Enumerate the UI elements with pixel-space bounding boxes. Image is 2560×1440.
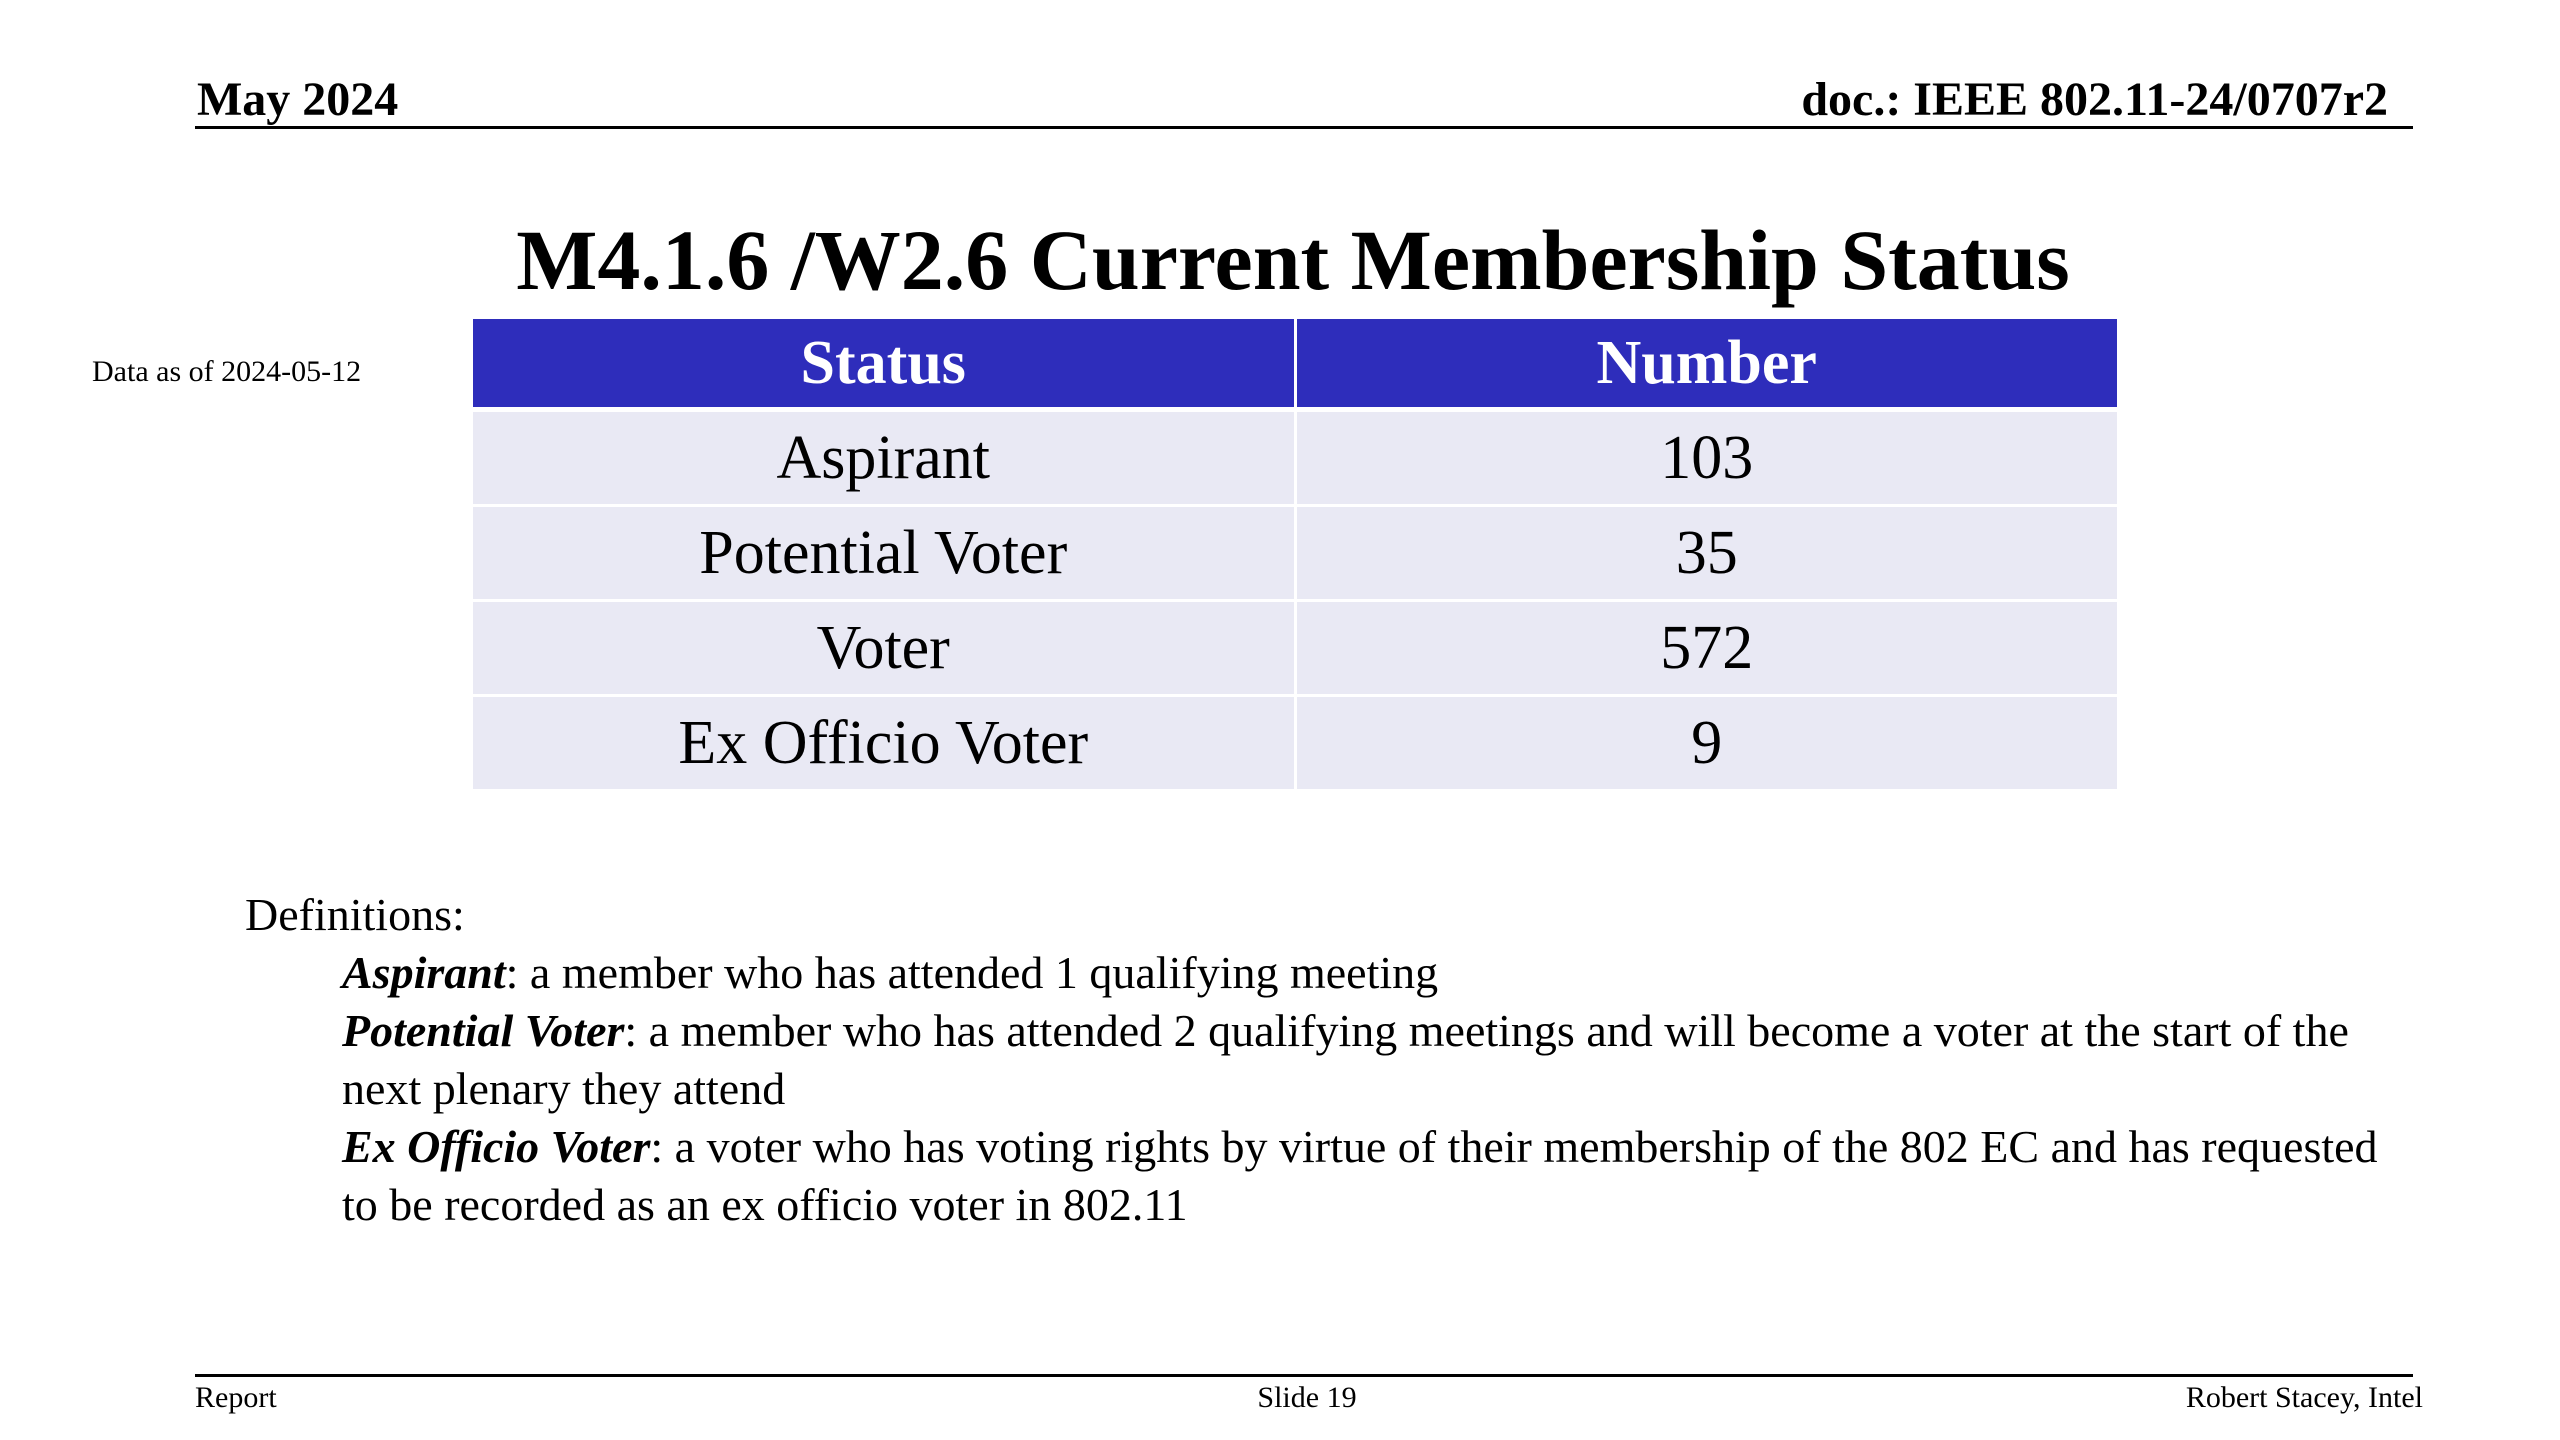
- status-cell: Ex Officio Voter: [472, 696, 1296, 791]
- header-divider: [195, 126, 2413, 129]
- definition-potential-voter: [342, 1002, 2385, 1118]
- definition-term: Aspirant: [342, 947, 506, 998]
- footer-author: Robert Stacey, Intel: [2185, 1381, 2423, 1414]
- number-cell: 572: [1295, 601, 2119, 696]
- slide-number: Slide 19: [1257, 1381, 1357, 1414]
- header-doc-id: doc.: IEEE 802.11-24/0707r2: [1801, 73, 2388, 126]
- definition-ex-officio-voter: [342, 1118, 2385, 1234]
- status-cell: Potential Voter: [472, 506, 1296, 601]
- definition-term: Potential Voter: [342, 1005, 625, 1056]
- definitions-heading: Definitions:: [245, 889, 465, 940]
- status-cell: Voter: [472, 601, 1296, 696]
- number-cell: 103: [1295, 410, 2119, 506]
- footer-left: Report: [195, 1381, 277, 1414]
- status-cell: Aspirant: [472, 410, 1296, 506]
- number-cell: 9: [1295, 696, 2119, 791]
- definitions-section: [245, 886, 2385, 1234]
- definition-text: : a voter who has voting rights by virtue of their membership of the 802 EC and has requested to be recorded as an ex officio voter in 802.11: [342, 1121, 2378, 1230]
- header-date: May 2024: [197, 73, 399, 126]
- definition-text: : a member who has attended 2 qualifying meetings and will become a voter at the start of the next plenary they attend: [342, 1005, 2349, 1114]
- data-as-of-note: Data as of 2024-05-12: [92, 355, 362, 388]
- column-header-status: Status: [472, 318, 1296, 410]
- table-row: [472, 601, 2119, 696]
- footer-divider: [195, 1374, 2413, 1377]
- table-row: [472, 696, 2119, 791]
- column-header-number: Number: [1295, 318, 2119, 410]
- definition-term: Ex Officio Voter: [342, 1121, 651, 1172]
- definition-text: : a member who has attended 1 qualifying meeting: [505, 947, 1439, 998]
- definition-aspirant: [342, 944, 2385, 1002]
- membership-status-table: [470, 316, 2120, 792]
- slide-title: M4.1.6 /W2.6 Current Membership Status: [516, 212, 2070, 308]
- number-cell: 35: [1295, 506, 2119, 601]
- table-row: [472, 506, 2119, 601]
- table-header-row: [472, 318, 2119, 410]
- table-row: [472, 410, 2119, 506]
